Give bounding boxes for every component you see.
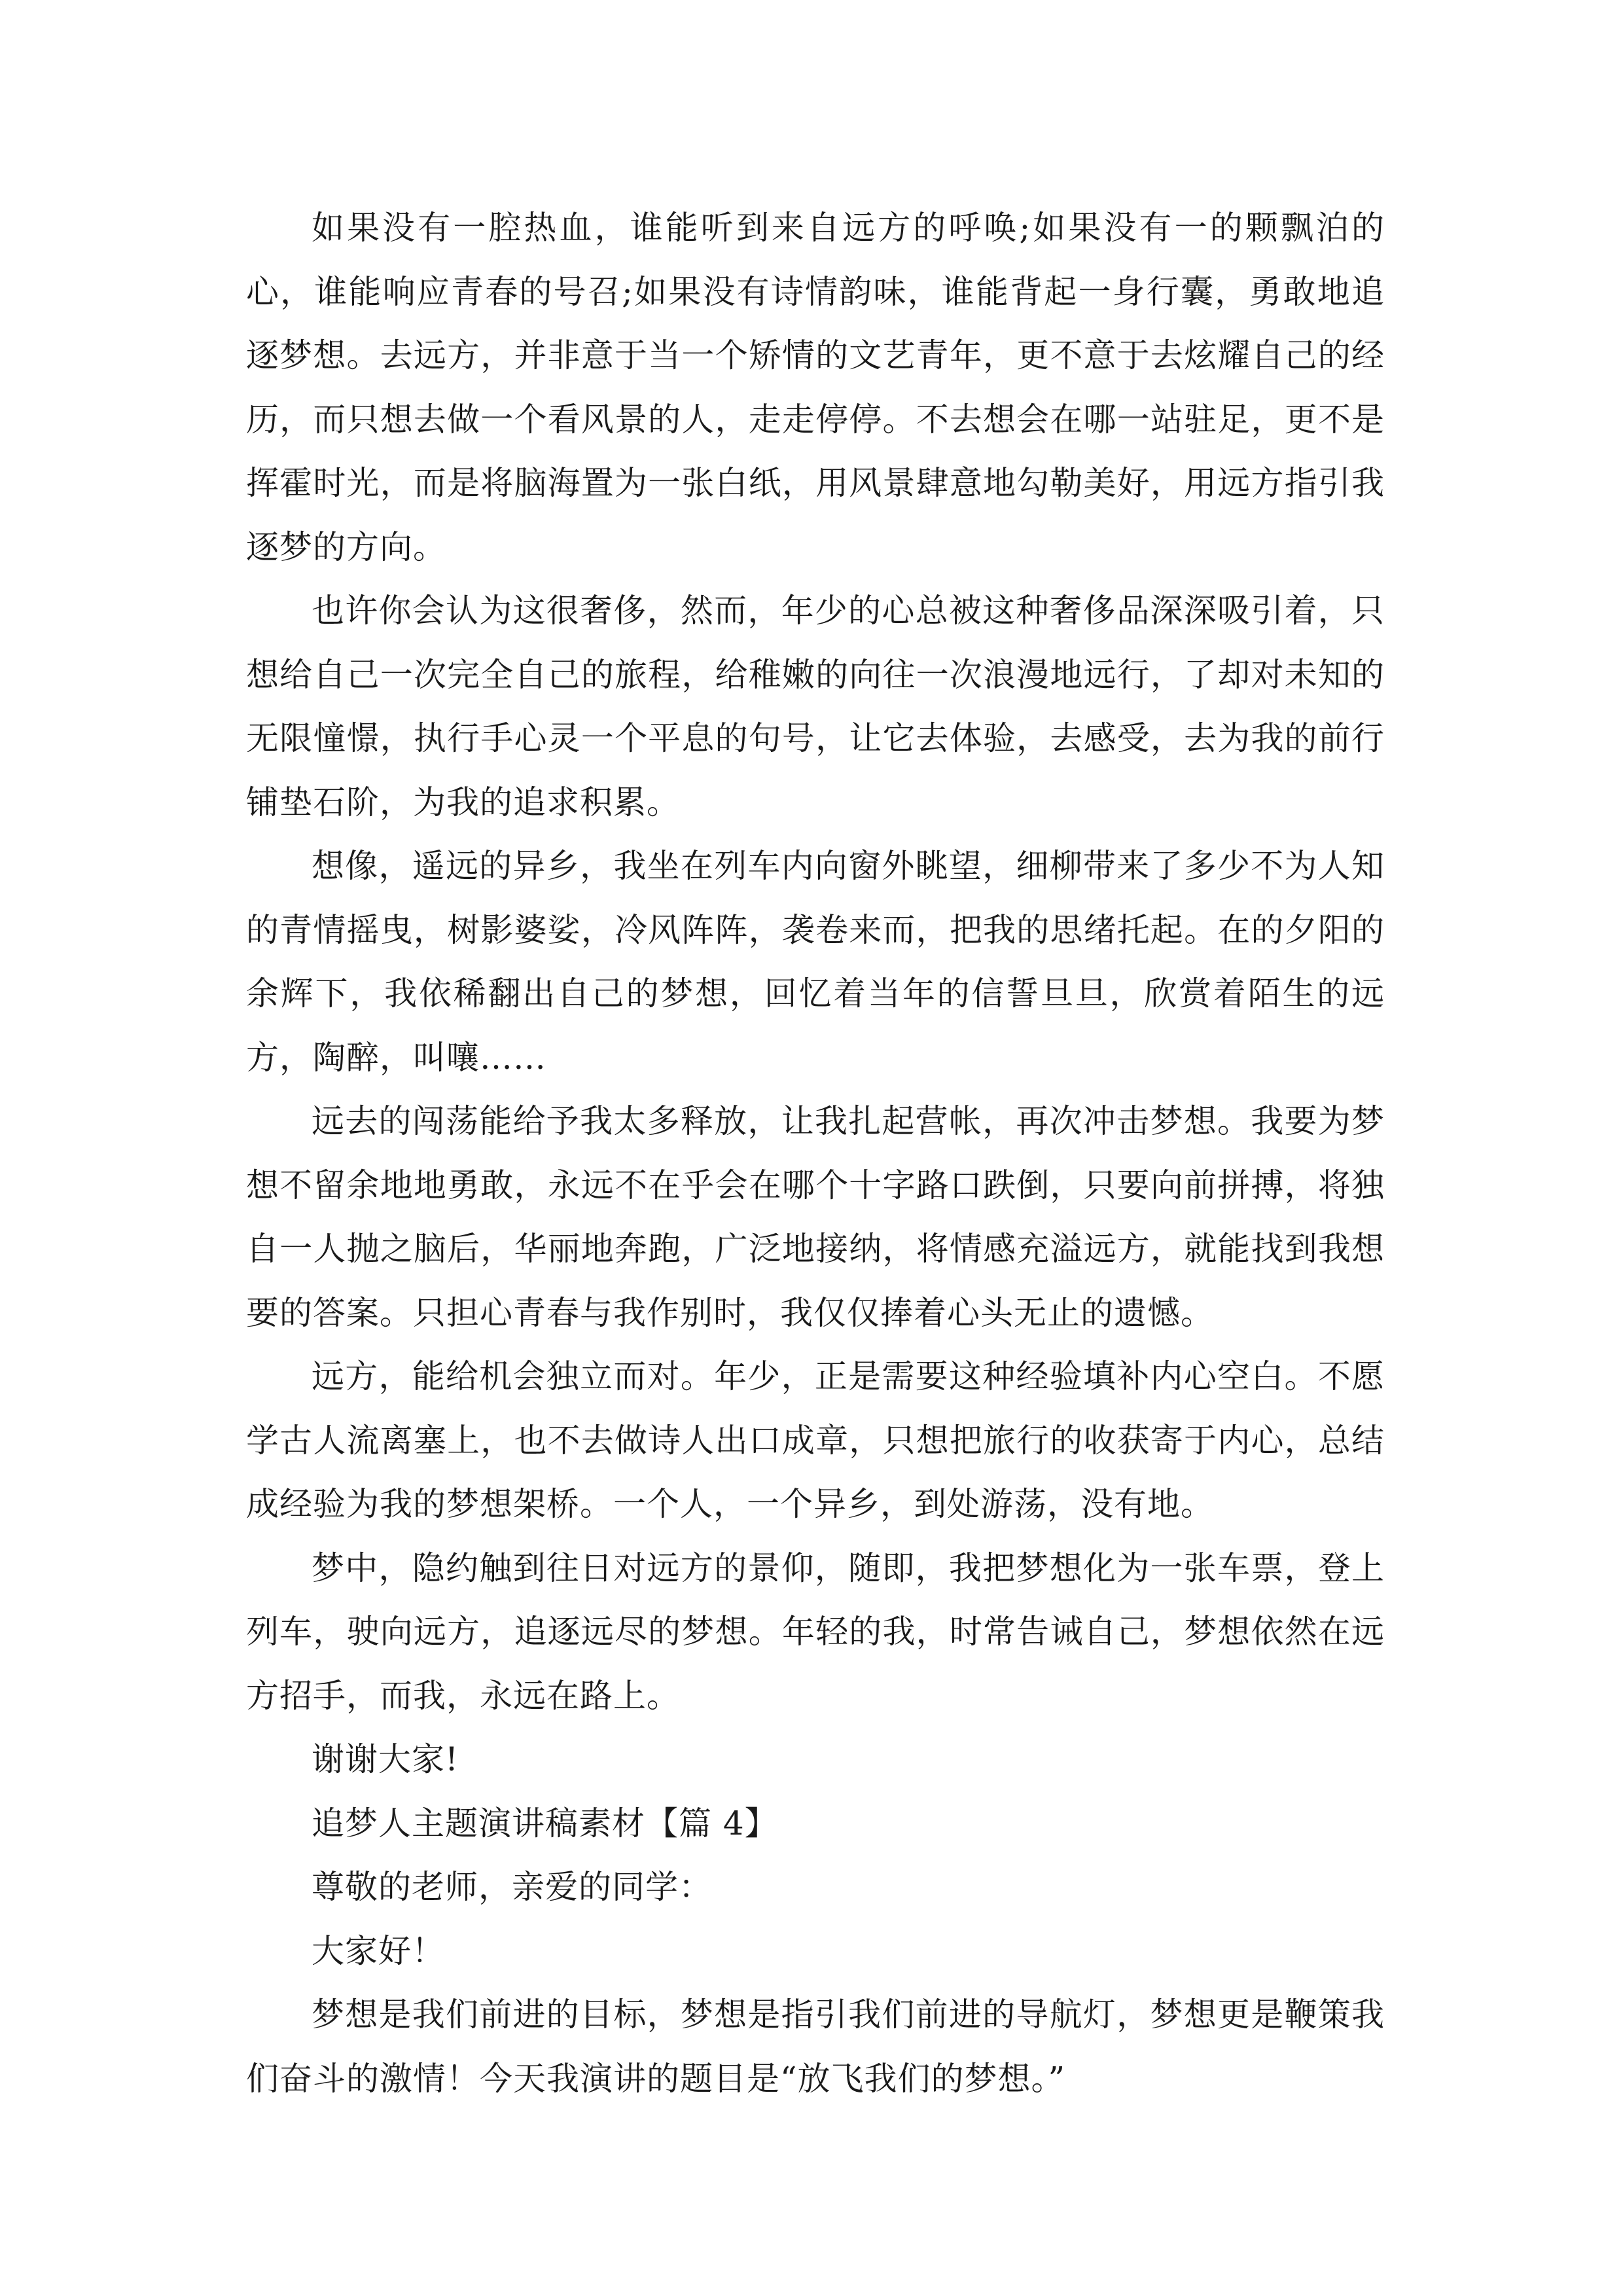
closing-thanks: 谢谢大家!: [312, 1740, 459, 1778]
section-heading: 追梦人主题演讲稿素材【篇 4】: [312, 1804, 778, 1842]
paragraph-7: 梦想是我们前进的目标，梦想是指引我们前进的导航灯，梦想更是鞭策我们奋斗的激情！今天我演讲的题目是“放飞我们的梦想。”: [246, 1996, 1385, 2098]
paragraph-3: 想像，遥远的异乡，我坐在列车内向窗外眺望，细柳带来了多少不为人知的青情摇曳，树影婆娑，冷风阵阵，袭卷来而，把我的思绪托起。在的夕阳的余辉下，我依稀翻出自己的梦想，回忆着当年的信誓旦旦，欣赏着陌生的远方，陶醉，叫嚷……: [246, 847, 1385, 1077]
paragraph-5: 远方，能给机会独立而对。年少，正是需要这种经验填补内心空白。不愿学古人流离塞上，也不去做诗人出口成章，只想把旅行的收获寄于内心，总结成经验为我的梦想架桥。一个人，一个异乡，到处游荡，没有地。: [246, 1357, 1385, 1523]
greeting: 大家好！: [312, 1931, 445, 1970]
paragraph-2: 也许你会认为这很奢侈，然而，年少的心总被这种奢侈品深深吸引着，只想给自己一次完全自己的旅程，给稚嫩的向往一次浪漫地远行，了却对未知的无限憧憬，执行手心灵一个平息的句号，让它去体验，去感受，去为我的前行铺垫石阶，为我的追求积累。: [246, 592, 1385, 821]
salutation: 尊敬的老师，亲爱的同学：: [312, 1868, 712, 1906]
paragraph-4: 远去的闯荡能给予我太多释放，让我扎起营帐，再次冲击梦想。我要为梦想不留余地地勇敢，永远不在乎会在哪个十字路口跌倒，只要向前拼搏，将独自一人抛之脑后，华丽地奔跑，广泛地接纳，将情感充溢远方，就能找到我想要的答案。只担心青春与我作别时，我仅仅捧着心头无止的遗憾。: [246, 1102, 1385, 1332]
document-body: [246, 196, 1385, 2111]
paragraph-6: 梦中，隐约触到往日对远方的景仰，随即，我把梦想化为一张车票，登上列车，驶向远方，追逐远尽的梦想。年轻的我，时常告诫自己，梦想依然在远方招手，而我，永远在路上。: [246, 1549, 1385, 1715]
paragraph-1: 如果没有一腔热血，谁能听到来自远方的呼唤;如果没有一的颗飘泊的心，谁能响应青春的号召;如果没有诗情韵味，谁能背起一身行囊，勇敢地追逐梦想。去远方，并非意于当一个矫情的文艺青年，更不意于去炫耀自己的经历，而只想去做一个看风景的人，走走停停。不去想会在哪一站驻足，更不是挥霍时光，而是将脑海置为一张白纸，用风景肆意地勾勒美好，用远方指引我逐梦的方向。: [246, 209, 1385, 566]
